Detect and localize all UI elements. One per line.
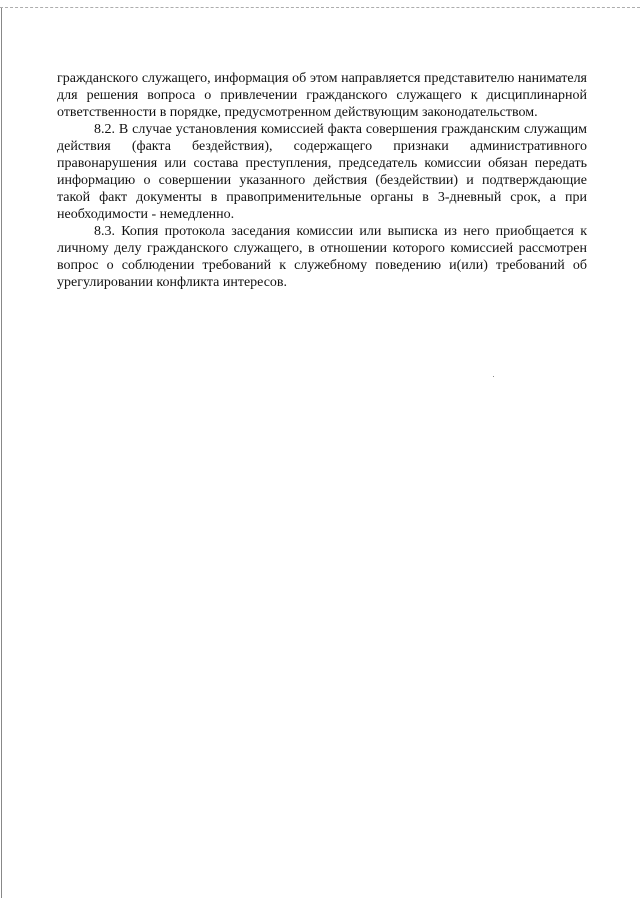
paragraph-clause-8-2: 8.2. В случае установления комиссией факта совершения гражданским служащим действия (факта бездействия), содержащего признаки административного правонарушения или состава преступления, председатель комиссии обязан передать информацию о совершении указанного действия (бездействии) и подтверждающие такой факт документы в правоприменительные органы в 3-дневный срок, а при необходимости - немедленно. <box>57 122 587 222</box>
scan-top-edge <box>0 7 640 10</box>
document-body <box>57 70 587 291</box>
paragraph-continuation: гражданского служащего, информация об этом направляется представителю нанимателя для решения вопроса о привлечении гражданского служащего к дисциплинарной ответственности в порядке, предусмотренном действующим законодательством. <box>57 71 587 120</box>
scan-left-edge <box>1 8 2 898</box>
paragraph-clause-8-3: 8.3. Копия протокола заседания комиссии или выписка из него приобщается к личному делу гражданского служащего, в отношении которого комиссией рассмотрен вопрос о соблюдении требований к служебному поведению и(или) требований об урегулировании конфликта интересов. <box>57 224 587 290</box>
scan-speck <box>493 376 494 377</box>
